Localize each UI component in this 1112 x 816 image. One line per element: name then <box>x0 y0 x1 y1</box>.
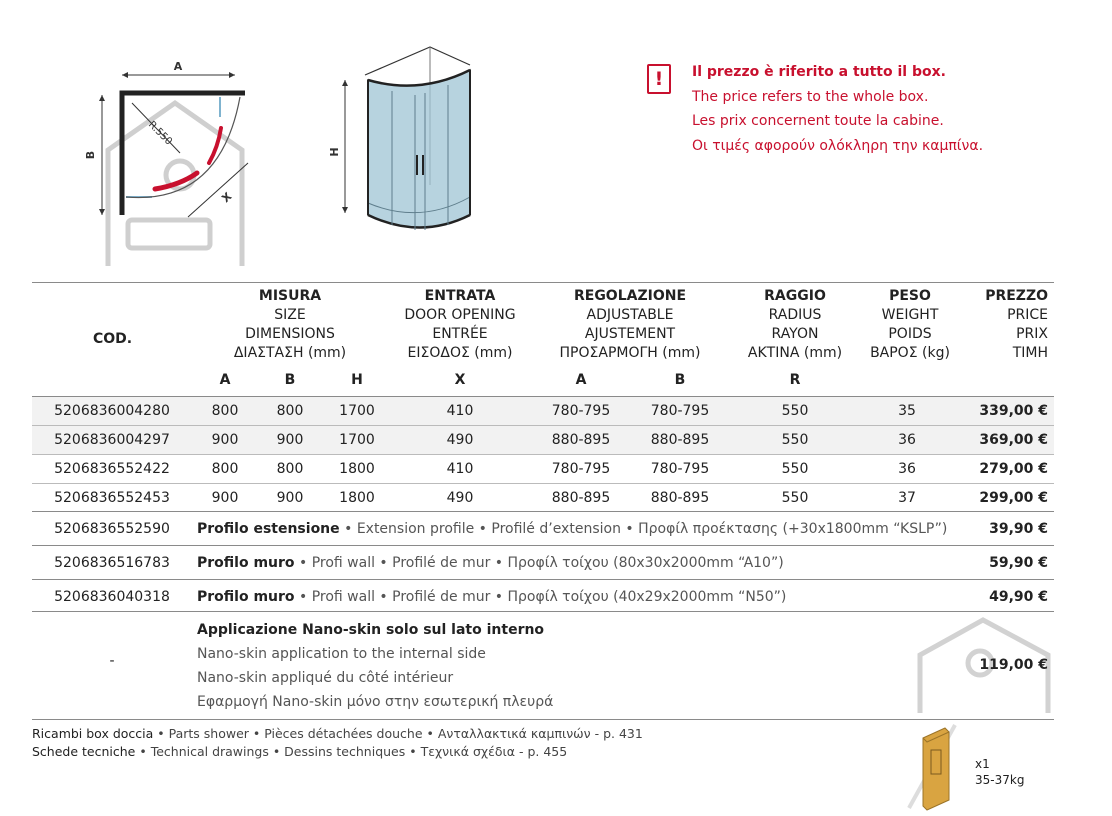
header-prezzo: PREZZO PRICE PRIX ΤΙΜΗ <box>985 288 1048 361</box>
warning-icon: ! <box>647 64 671 94</box>
header-misura: MISURA SIZE DIMENSIONS ΔΙΑΣΤΑΣΗ (mm) <box>233 288 347 361</box>
notice-line-fr: Les prix concernent toute la cabine. <box>692 113 944 129</box>
subheader-x: X <box>454 372 466 388</box>
plan-label-r: R.550 <box>145 119 175 148</box>
table-top-rule <box>32 282 1054 283</box>
plan-label-x: X <box>219 189 235 206</box>
header-regolazione: REGOLAZIONE ADJUSTABLE AJUSTEMENT ΠΡΟΣΑΡΜΟΓΗ (mm) <box>559 288 701 361</box>
elevation-diagram <box>320 35 495 245</box>
accessory-description: Profilo muro • Profi wall • Profilé de mur • Προφίλ τοίχου (40x29x2000mm “N50”) <box>197 589 787 605</box>
nano-cod: - <box>109 653 115 669</box>
accessory-description: Profilo muro • Profi wall • Profilé de mur • Προφίλ τοίχου (80x30x2000mm “A10”) <box>197 555 784 571</box>
notice-line-gr: Οι τιμές αφορούν ολόκληρη την καμπίνα. <box>692 137 984 154</box>
subheader-adj-b: B <box>674 372 686 388</box>
plan-label-a: A <box>173 60 183 73</box>
table-row: 5206836552453 900 900 1800 490 880-895 880-895 550 37 299,00 € <box>54 490 1048 506</box>
table-row: 5206836040318 49,90 € <box>54 589 1048 605</box>
table-row: 5206836516783 59,90 € <box>54 555 1048 571</box>
elevation-label-h: H <box>328 147 341 157</box>
accessory-description: Profilo estensione • Extension profile • Profilé d’extension • Προφίλ προέκτασης (+30x1800mm “KSLP”) <box>197 521 948 537</box>
header-peso: PESO WEIGHT POIDS ΒΑΡΟΣ (kg) <box>870 288 950 361</box>
package-weight: 35-37kg <box>975 773 1025 787</box>
table-row: 5206836004280 800 800 1700 410 780-795 780-795 550 35 339,00 € <box>32 397 1054 425</box>
package-box-icon <box>905 720 965 812</box>
nano-price: 119,00 € <box>979 657 1048 673</box>
notice-line-it: Il prezzo è riferito a tutto il box. <box>692 64 946 80</box>
subheader-a: A <box>219 372 231 388</box>
table-row: 5206836552590 39,90 € <box>54 521 1048 537</box>
package-qty: x1 <box>975 757 990 771</box>
table-row: 5206836552422 800 800 1800 410 780-795 780-795 550 36 279,00 € <box>54 461 1048 477</box>
header-cod: COD. <box>92 331 133 347</box>
table-row: 5206836004297 900 900 1700 490 880-895 880-895 550 36 369,00 € <box>32 426 1054 454</box>
subheader-h: H <box>351 372 363 388</box>
subheader-b: B <box>284 372 296 388</box>
nano-description: Applicazione Nano-skin solo sul lato interno Nano-skin application to the internal side Nano-skin appliqué du côté intérieur Εφαρμογή Nano-skin μόνο στην εσωτερική πλευρά <box>197 622 554 710</box>
footer-drawings-ref: Schede tecniche • Technical drawings • Dessins techniques • Τεχνικά σχέδια - p. 455 <box>32 744 568 759</box>
package-info <box>975 756 1024 788</box>
plan-label-b: B <box>84 150 97 160</box>
notice-line-en: The price refers to the whole box. <box>692 88 929 105</box>
subheader-r: R <box>789 372 801 388</box>
header-raggio: RAGGIO RADIUS RAYON ΑΚΤΙΝΑ (mm) <box>747 288 843 361</box>
footer-parts-ref: Ricambi box doccia • Parts shower • Pièces détachées douche • Ανταλλακτικά καμπινών - p. 431 <box>32 726 643 741</box>
plan-diagram <box>80 55 260 270</box>
header-entrata: ENTRATA DOOR OPENING ENTRÉE ΕΙΣΟΔΟΣ (mm) <box>404 288 516 361</box>
subheader-adj-a: A <box>575 372 587 388</box>
